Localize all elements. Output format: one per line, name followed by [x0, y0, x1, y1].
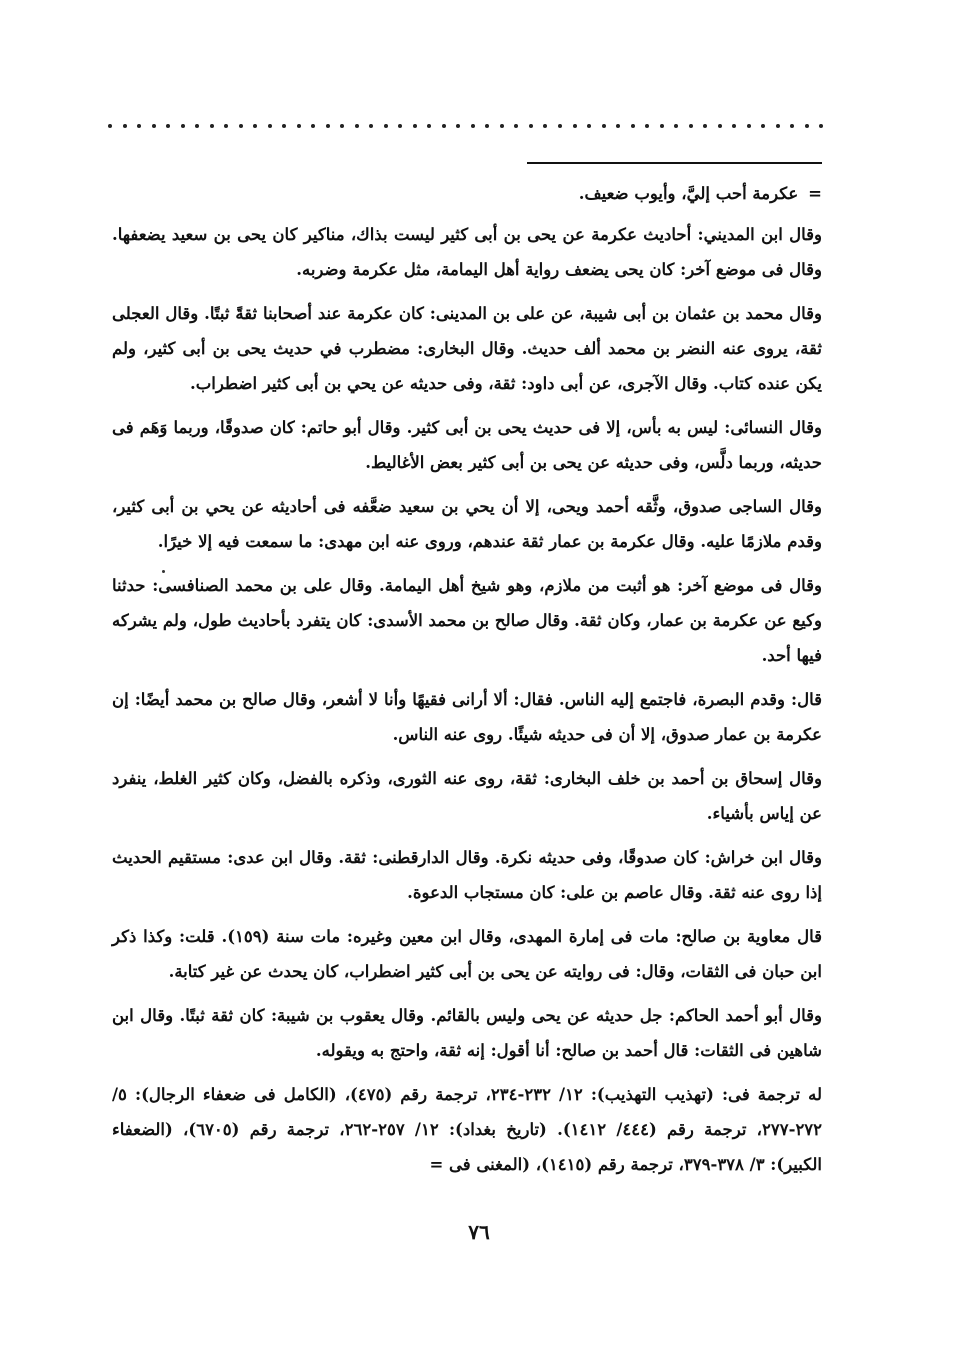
footnote-paragraph: وقال محمد بن عثمان بن أبى شيبة، عن على بن المدينى: كان عكرمة عند أصحابنا ثقةً ثبتًا. وقال العجلى ثقة، يروى عنه النضر بن محمد ألف حديث. وقال البخارى: مضطرب في حديث يحى بن أبى كثير، ولم يكن عنده كتاب. وقال الآجرى، عن أبى داود: ثقة، وفى حديثه عن يحي بن أبى كثير اضطراب.	[112, 304, 822, 393]
footnote-paragraph: وقال النسائى: ليس به بأس، إلا فى حديث يحى بن أبى كثير. وقال أبو حاتم: كان صدوقًا، وربما وَهَم فى حديثه، وربما دلَّس، وفى حديثه عن يحى بن أبى كثير بعض الأغاليط.	[112, 418, 822, 472]
continuation-mark: =	[808, 184, 822, 203]
ornamental-dot-rule	[108, 124, 824, 128]
footnote-separator-line	[527, 162, 822, 164]
footnote-paragraph: وقال الساجى صدوق، وثَّقه أحمد ويحى، إلا أن يحي بن سعيد ضعَّفه فى أحاديثه عن يحي بن أبى كثير، وقدم ملازمًا عليه. وقال عكرمة بن عمار ثقة عندهم، وروى عنه ابن مهدى: ما سمعت فيه إلا خيرًا.	[112, 497, 822, 551]
scan-speck	[162, 570, 165, 573]
page-number: ٧٦	[468, 1220, 490, 1244]
footnote-paragraph: قال معاوية بن صالح: مات فى إمارة المهدى، وقال ابن معين وغيره: مات سنة (١٥٩). قلت: وكذا ذكر ابن حبان فى الثقات، وقال: فى روايته عن يحى بن أبى كثير اضطراب، كان يحدث عن غير كتابة.	[112, 927, 822, 981]
footnote-references: له ترجمة فى: (تهذيب التهذيب): ١٢/ ٢٣٢-٢٣٤، ترجمة رقم (٤٧٥)، (الكامل فى ضعفاء الرجال): ٥/ ٢٧٢-٢٧٧، ترجمة رقم (٤٤٤/ ١٤١٢). (تاريخ بغداد): ١٢/ ٢٥٧-٢٦٢، ترجمة رقم (٦٧٠٥)، (الضعفاء الكبير): ٣/ ٣٧٨-٣٧٩، ترجمة رقم (١٤١٥)، (المغنى فى =	[112, 1085, 823, 1174]
footnote-paragraph: وقال أبو أحمد الحاكم: جل حديثه عن يحى وليس بالقائم. وقال يعقوب بن شيبة: كان ثقة ثبتًا. وقال ابن شاهين فى الثقات: قال أحمد بن صالح: أنا أقول: إنه ثقة، واحتج به ويقوله.	[112, 1006, 822, 1060]
footnote-paragraph: وقال ابن خراش: كان صدوقًا، وفى حديثه نكرة. وقال الدارقطنى: ثقة. وقال ابن عدى: مستقيم الحديث إذا روى عنه ثقة. وقال عاصم بن على: كان مستجاب الدعوة.	[112, 848, 822, 902]
footnote-paragraph: =عكرمة أحب إليَّ، وأيوب ضعيف.	[112, 176, 822, 211]
footnote-paragraph: وقال ابن المديني: أحاديث عكرمة عن يحى بن أبى كثير ليست بذاك، مناكير كان يحى بن سعيد يضعفها. وقال فى موضع آخر: كان يحى يضعف رواية أهل اليمامة، مثل عكرمة وضربه.	[112, 225, 823, 279]
footnote-paragraph: وقال فى موضع آخر: هو أثبت من ملازم، وهو شيخ أهل اليمامة. وقال على بن محمد الصنافسى: حدثنا وكيع عن عكرمة بن عمار، وكان ثقة. وقال صالح بن محمد الأسدى: كان يتفرد بأحاديث طول، ولم يشركه فيها أحد.	[112, 576, 822, 665]
footnote-paragraph: قال: وقدم البصرة، فاجتمع إليه الناس. فقال: ألا أرانى فقيهًا وأنا لا أشعر، وقال صالح بن محمد أيضًا: إن عكرمة بن عمار صدوق، إلا أن فى حديثه شيئًا. روى عنه الناس.	[112, 690, 822, 744]
footnote-paragraph: وقال إسحاق بن أحمد بن خلف البخارى: ثقة، روى عنه الثورى، وذكره بالفضل، وكان كثير الغلط، ينفرد عن إياس بأشياء.	[112, 769, 822, 823]
footnote-text-block	[112, 176, 822, 1191]
